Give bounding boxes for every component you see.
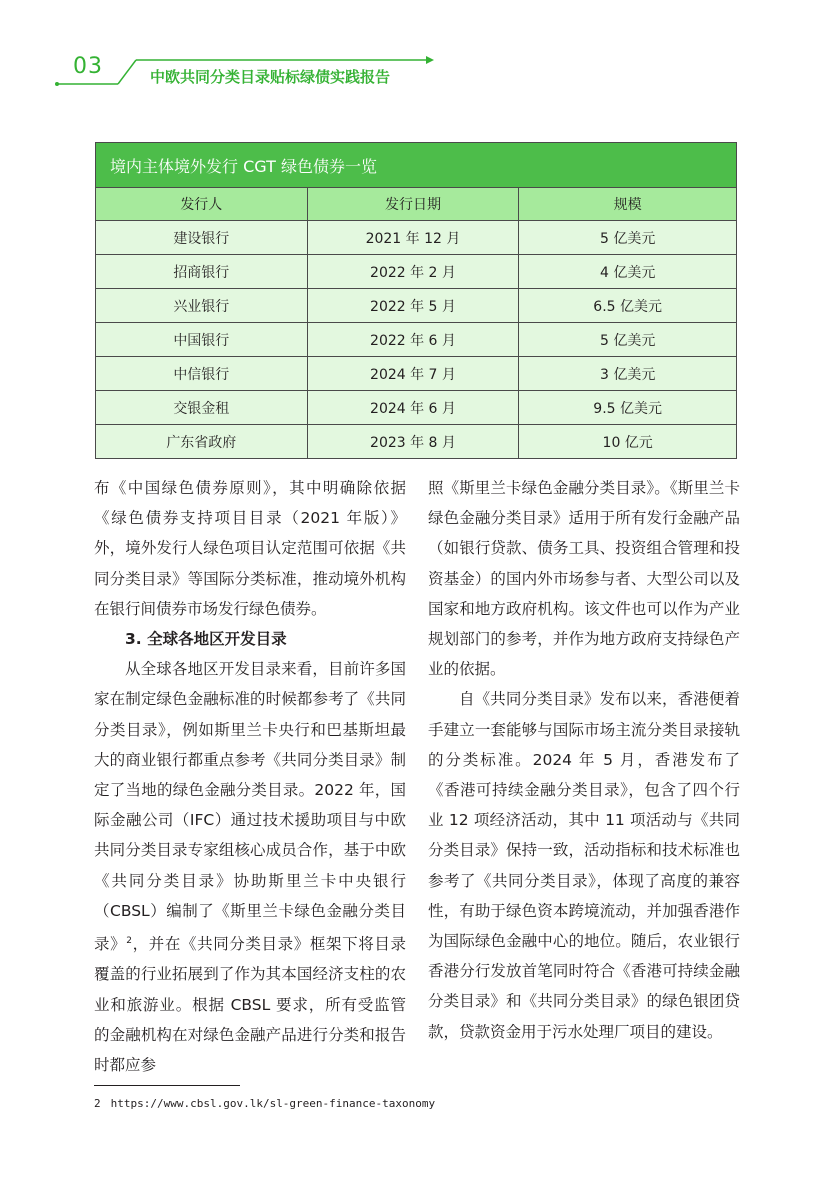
date-cell: 2022 年 5 月 <box>307 289 519 323</box>
issuer-cell: 中信银行 <box>96 357 308 391</box>
page-number: 03 <box>73 54 103 79</box>
table-row <box>96 289 737 323</box>
header-decoration <box>0 0 831 100</box>
paragraph <box>94 654 406 1080</box>
table-caption: 境内主体境外发行 CGT 绿色债券一览 <box>96 143 737 188</box>
size-cell: 9.5 亿美元 <box>519 391 737 425</box>
paragraph: 照《斯里兰卡绿色金融分类目录》。《斯里兰卡绿色金融分类目录》适用于所有发行金融产品（如银行贷款、债务工具、投资组合管理和投资基金）的国内外市场参与者、大型公司以及国家和地方政府机构。该文件也可以作为产业规划部门的参考，并作为地方政府支持绿色产业的依据。 <box>428 479 740 679</box>
left-column <box>94 473 406 1080</box>
paragraph-text: ，并在《共同分类目录》框架下将目录覆盖的行业拓展到了作为其本国经济支柱的农业和旅游业。根据 CBSL 要求，所有受监管的金融机构在对绿色金融产品进行分类和报告时都应参 <box>94 935 406 1075</box>
bond-table <box>95 142 737 459</box>
size-cell: 5 亿美元 <box>519 323 737 357</box>
column-header-issuer: 发行人 <box>96 188 308 221</box>
date-cell: 2023 年 8 月 <box>307 425 519 459</box>
footnote-number: 2 <box>94 1097 101 1110</box>
size-cell: 10 亿元 <box>519 425 737 459</box>
date-cell: 2022 年 6 月 <box>307 323 519 357</box>
paragraph: 布《中国绿色债券原则》，其中明确除依据《绿色债券支持项目目录（2021 年版）》外，境外发行人绿色项目认定范围可依据《共同分类目录》等国际分类标准，推动境外机构在银行间债券市场发行绿色债券。 <box>94 479 406 618</box>
size-cell: 4 亿美元 <box>519 255 737 289</box>
column-header-size: 规模 <box>519 188 737 221</box>
table-header-row <box>96 188 737 221</box>
issuer-cell: 建设银行 <box>96 221 308 255</box>
table-row <box>96 323 737 357</box>
footnote <box>94 1097 435 1110</box>
column-header-date: 发行日期 <box>307 188 519 221</box>
issuer-cell: 广东省政府 <box>96 425 308 459</box>
date-cell: 2024 年 7 月 <box>307 357 519 391</box>
size-cell: 6.5 亿美元 <box>519 289 737 323</box>
date-cell: 2024 年 6 月 <box>307 391 519 425</box>
section-subheading: 3. 全球各地区开发目录 <box>125 630 287 649</box>
table-row <box>96 221 737 255</box>
footnote-link[interactable]: https://www.cbsl.gov.lk/sl-green-finance-taxonomy <box>110 1097 436 1110</box>
date-cell: 2021 年 12 月 <box>307 221 519 255</box>
footnote-ref[interactable]: 2 <box>126 936 132 947</box>
issuer-cell: 兴业银行 <box>96 289 308 323</box>
running-title: 中欧共同分类目录贴标绿债实践报告 <box>150 68 391 86</box>
table-row <box>96 357 737 391</box>
table-row <box>96 425 737 459</box>
table-row <box>96 391 737 425</box>
right-column <box>428 473 740 1047</box>
date-cell: 2022 年 2 月 <box>307 255 519 289</box>
size-cell: 5 亿美元 <box>519 221 737 255</box>
table-row <box>96 255 737 289</box>
page-header <box>0 0 831 100</box>
footnote-divider <box>94 1085 240 1086</box>
issuer-cell: 中国银行 <box>96 323 308 357</box>
issuer-cell: 交银金租 <box>96 391 308 425</box>
paragraph: 自《共同分类目录》发布以来，香港便着手建立一套能够与国际市场主流分类目录接轨的分类标准。2024 年 5 月，香港发布了《香港可持续金融分类目录》，包含了四个行业 12 项经济活动，其中 11 项活动与《共同分类目录》保持一致，活动指标和技术标准也参考了《共同分类目录》，体现了高度的兼容性，有助于绿色资本跨境流动，并加强香港作为国际绿色金融中心的地位。随后，农业银行香港分行发放首笔同时符合《香港可持续金融分类目录》和《共同分类目录》的绿色银团贷款，贷款资金用于污水处理厂项目的建设。 <box>428 690 740 1041</box>
issuer-cell: 招商银行 <box>96 255 308 289</box>
paragraph-text: 从全球各地区开发目录来看，目前许多国家在制定绿色金融标准的时候都参考了《共同分类目录》，例如斯里兰卡央行和巴基斯坦最大的商业银行都重点参考《共同分类目录》制定了当地的绿色金融分类目录。2022 年，国际金融公司（IFC）通过技术援助项目与中欧共同分类目录专家组核心成员合作，基于中欧《共同分类目录》协助斯里兰卡中央银行（CBSL）编制了《斯里兰卡绿色金融分类目录》 <box>94 660 406 954</box>
size-cell: 3 亿美元 <box>519 357 737 391</box>
